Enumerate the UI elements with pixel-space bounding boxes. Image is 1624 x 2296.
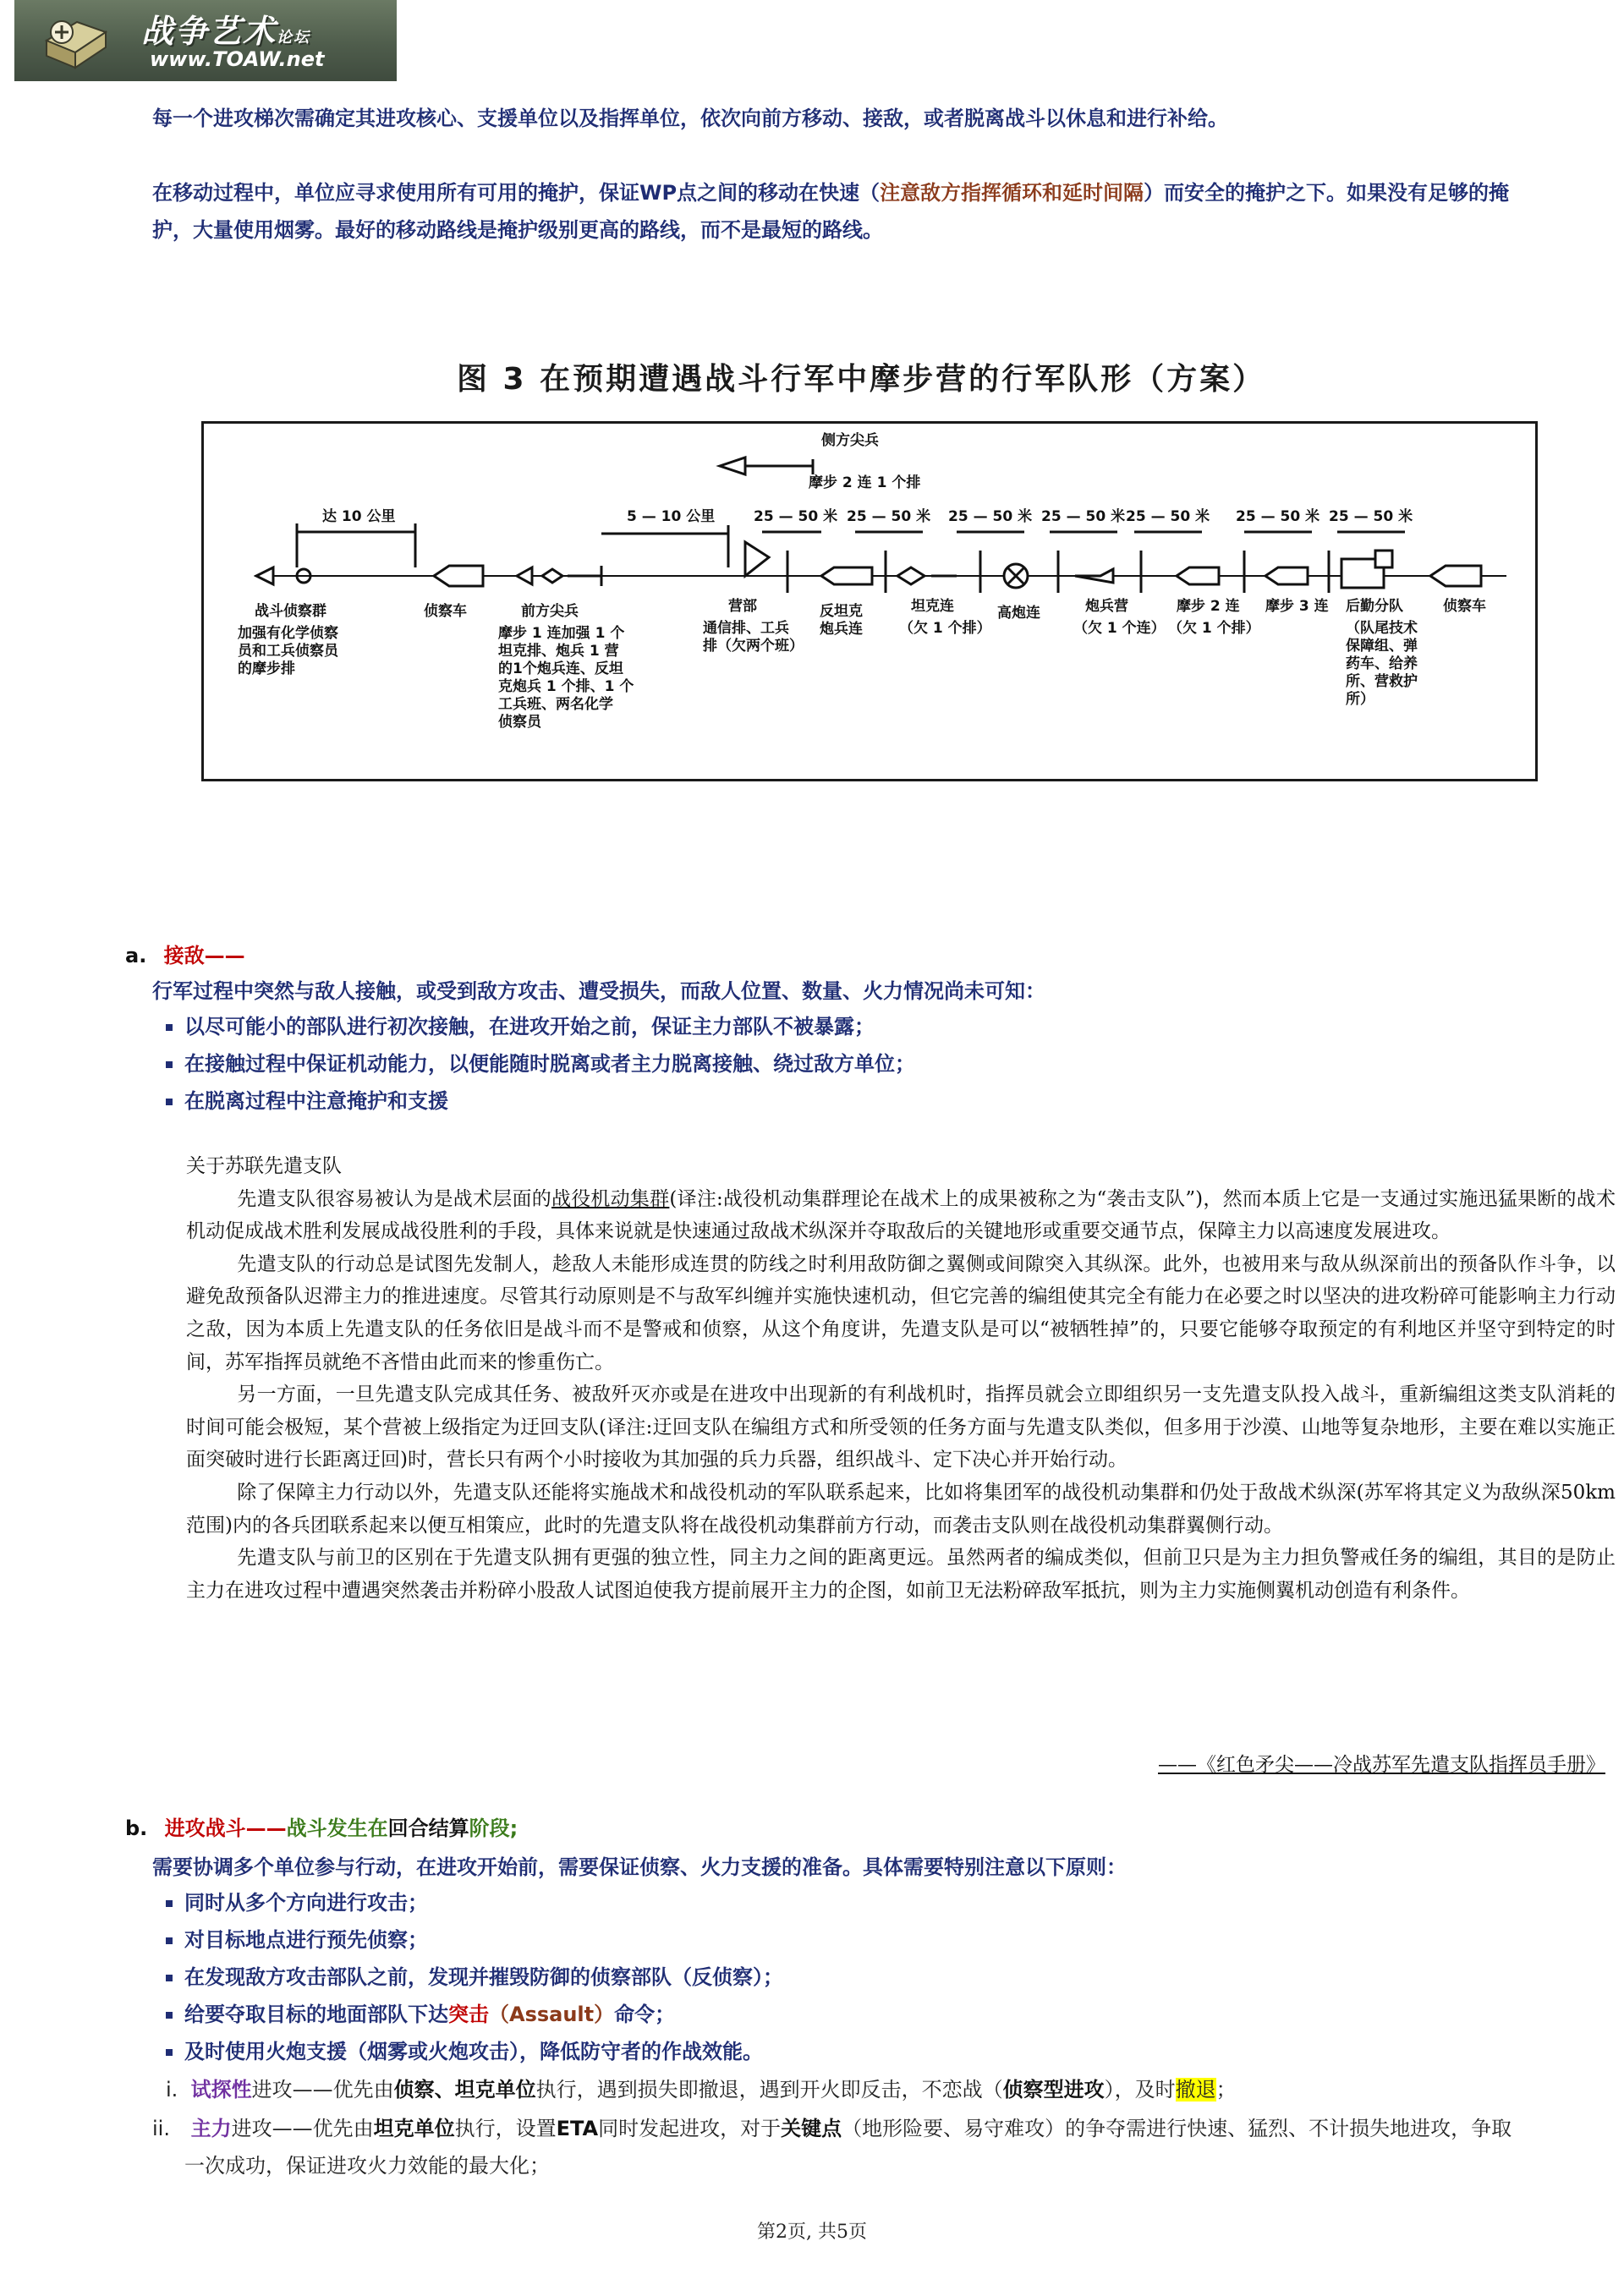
unit-desc: （队尾技术 保障组、弹 药车、给养 所、营救护 所） <box>1346 620 1418 708</box>
distance-label-2: 5 — 10 公里 <box>627 508 716 525</box>
list-item: 在脱离过程中注意掩护和支援 <box>166 1084 448 1118</box>
logo-url: www.TOAW.net <box>150 47 325 71</box>
intro-paragraph-2 <box>152 174 1616 211</box>
roman-item-2: ii. 主力进攻——优先由坦克单位执行，设置ETA同时发起进攻，对于关键点（地形险要、易守难攻）的争夺需进行快速、猛烈、不计损失地进攻，争取 <box>152 2117 1512 2140</box>
logo-title: 战争艺术论坛 <box>141 13 311 50</box>
flank-point-sub: 摩步 2 连 1 个排 <box>809 474 921 491</box>
unit-name: 摩步 3 连 <box>1265 598 1329 615</box>
quote-paragraph-3: 另一方面，一旦先遣支队完成其任务、被敌歼灭亦或是在进攻中出现新的有利战机时，指挥员就会立即组织另一支先遣支队投入战斗，重新编组这类支队消耗的时间可能会极短，某个营被上级指定为迂回支队(译注:迂回支队在编组方式和所受领的任务方面与先遣支队类似，但多用于沙漠、山地等复杂地形，主要在难以实施正面突破时进行长距离迂回)时，营长只有两个小时接收为其加强的兵力兵器，组织战斗、定下决心并开始行动。 <box>186 1384 1616 1471</box>
list-item: 在发现敌方攻击部队之前，发现并摧毁防御的侦察部队（反侦察）； <box>166 1960 783 1994</box>
gap-label: 25 — 50 米 <box>754 508 838 525</box>
gap-label: 25 — 50 米 <box>1236 508 1320 525</box>
unit-name: 炮兵营 <box>1085 598 1128 615</box>
quote-paragraph-2: 先遣支队的行动总是试图先发制人，趁敌人未能形成连贯的防线之时利用敌防御之翼侧或间隙突入其纵深。此外，也被用来与敌从纵深前出的预备队作斗争，以避免敌预备队迟滞主力的推进速度。尽管其行动原则是不与敌军纠缠并实施快速机动，但它完善的编组使其完全有能力在必要之时以坚决的进攻粉碎可能影响主力行动之敌，因为本质上先遣支队的任务依旧是战斗而不是警戒和侦察，从这个角度讲，先遣支队是可以“被牺牲掉”的，只要它能够夺取预定的有利地区并坚守到特定的时间，苏军指挥员就绝不吝惜由此而来的惨重伤亡。 <box>186 1252 1616 1373</box>
intro-p2-part2: ）而安全的掩护之下。如果没有足够的掩 <box>1144 181 1510 205</box>
intro-p2-part1: 在移动过程中，单位应寻求使用所有可用的掩护，保证WP点之间的移动在快速（ <box>152 181 881 205</box>
roman-item-2-cont: 一次成功，保证进攻火力效能的最大化； <box>184 2154 550 2178</box>
section-a-heading <box>125 939 245 973</box>
list-item: 及时使用火炮支援（烟雾或火炮攻击），降低防守者的作战效能。 <box>166 2035 763 2069</box>
unit-name: 侦察车 <box>1443 598 1486 615</box>
quote-paragraph-1: 先遣支队很容易被认为是战术层面的战役机动集群(译注:战役机动集群理论在战术上的成果被称之为“袭击支队”)，然而本质上它是一支通过实施迅猛果断的战术机动促成战术胜利发展成战役胜利的手段，具体来说就是快速通过敌战术纵深并夺取敌后的关键地形或重要交通节点，保障主力以高速度发展进攻。 <box>186 1187 1616 1243</box>
site-logo <box>14 0 397 81</box>
gap-label: 25 — 50 米 <box>948 508 1033 525</box>
gap-label: 25 — 50 米 <box>1041 508 1126 525</box>
logo-emblem-icon <box>36 7 121 74</box>
unit-desc: （欠 1 个排） <box>1168 620 1260 637</box>
quote-paragraph-5: 先遣支队与前卫的区别在于先遣支队拥有更强的独立性，同主力之间的距离更远。虽然两者的编成类似，但前卫只是为主力担负警戒任务的编组，其目的是防止主力在进攻过程中遭遇突然袭击并粉碎小股敌人试图迫使我方提前展开主力的企图，如前卫无法粉碎敌军抵抗，则为主力实施侧翼机动创造有利条件。 <box>186 1547 1616 1602</box>
unit-desc: 摩步 1 连加强 1 个 坦克排、炮兵 1 营 的1个炮兵连、反坦 克炮兵 1 个排、1 个 工兵班、两名化学 侦察员 <box>498 625 634 731</box>
unit-name: 坦克连 <box>911 598 954 615</box>
gap-label: 25 — 50 米 <box>1126 508 1210 525</box>
figure-title: 图 3 在预期遭遇战斗行军中摩步营的行军队形（方案） <box>457 362 1266 397</box>
unit-name: 后勤分队 <box>1346 598 1403 615</box>
section-b-heading: b. 进攻战斗——战斗发生在回合结算阶段; <box>125 1817 518 1840</box>
gap-label: 25 — 50 米 <box>847 508 931 525</box>
intro-paragraph-1: 每一个进攻梯次需确定其进攻核心、支援单位以及指挥单位，依次向前方移动、接敌，或者脱离战斗以休息和进行补给。 <box>152 107 1228 130</box>
quote-block <box>186 1150 1616 1607</box>
section-b-marker: b. <box>125 1817 148 1840</box>
section-b-desc: 需要协调多个单位参与行动，在进攻开始前，需要保证侦察、火力支援的准备。具体需要特别注意以下原则： <box>152 1855 1127 1879</box>
list-item: 同时从多个方向进行攻击； <box>166 1886 428 1920</box>
quote-paragraph-4: 除了保障主力行动以外，先遣支队还能将实施战术和战役机动的军队联系起来，比如将集团军的战役机动集群和仍处于敌战术纵深(苏军将其定义为敌纵深50km范围)内的各兵团联系起来以便互相策应，此时的先遣支队将在战役机动集群前方行动，而袭击支队则在战役机动集群翼侧行动。 <box>186 1481 1616 1537</box>
page-footer: 第2页, 共5页 <box>757 2222 867 2243</box>
unit-desc: （欠 1 个排） <box>899 620 991 637</box>
unit-desc: （欠 1 个连） <box>1073 620 1166 637</box>
intro-p2-highlight: 注意敌方指挥循环和延时间隔 <box>880 181 1144 205</box>
unit-name: 前方尖兵 <box>521 603 579 620</box>
roman-item-1: i. 试探性进攻——优先由侦察、坦克单位执行，遇到损失即撤退，遇到开火即反击，不恋战（侦察型进攻），及时撤退； <box>166 2078 1237 2101</box>
quote-citation: ——《红色矛尖——冷战苏军先遣支队指挥员手册》 <box>1158 1754 1605 1776</box>
unit-name: 高炮连 <box>997 605 1040 622</box>
unit-name: 反坦克 炮兵连 <box>820 603 863 638</box>
section-a-marker: a. <box>125 944 147 967</box>
unit-name: 摩步 2 连 <box>1177 598 1240 615</box>
unit-name: 侦察车 <box>424 603 467 620</box>
section-a-title: 接敌—— <box>163 944 245 967</box>
gap-label: 25 — 50 米 <box>1329 508 1413 525</box>
section-a-desc: 行军过程中突然与敌人接触，或受到敌方攻击、遭受损失，而敌人位置、数量、火力情况尚未可知： <box>152 979 1045 1003</box>
quote-heading: 关于苏联先遣支队 <box>186 1155 342 1177</box>
list-item: 对目标地点进行预先侦察； <box>166 1923 428 1957</box>
unit-name: 战斗侦察群 <box>255 603 326 620</box>
march-formation-diagram <box>201 421 1538 781</box>
list-item: 以尽可能小的部队进行初次接触，在进攻开始之前，保证主力部队不被暴露； <box>166 1010 875 1044</box>
intro-paragraph-2-cont: 护，大量使用烟雾。最好的移动路线是掩护级别更高的路线，而不是最短的路线。 <box>152 218 883 242</box>
unit-desc: 通信排、工兵 排（欠两个班） <box>703 620 804 655</box>
list-item: 在接触过程中保证机动能力，以便能随时脱离或者主力脱离接触、绕过敌方单位； <box>166 1047 915 1081</box>
unit-desc: 加强有化学侦察 员和工兵侦察员 的摩步排 <box>238 625 338 677</box>
distance-label-1: 达 10 公里 <box>322 508 396 525</box>
list-item: 给要夺取目标的地面部队下达突击（Assault）命令； <box>166 1997 675 2031</box>
flank-point-label: 侧方尖兵 <box>821 432 879 449</box>
unit-name: 营部 <box>728 598 757 615</box>
